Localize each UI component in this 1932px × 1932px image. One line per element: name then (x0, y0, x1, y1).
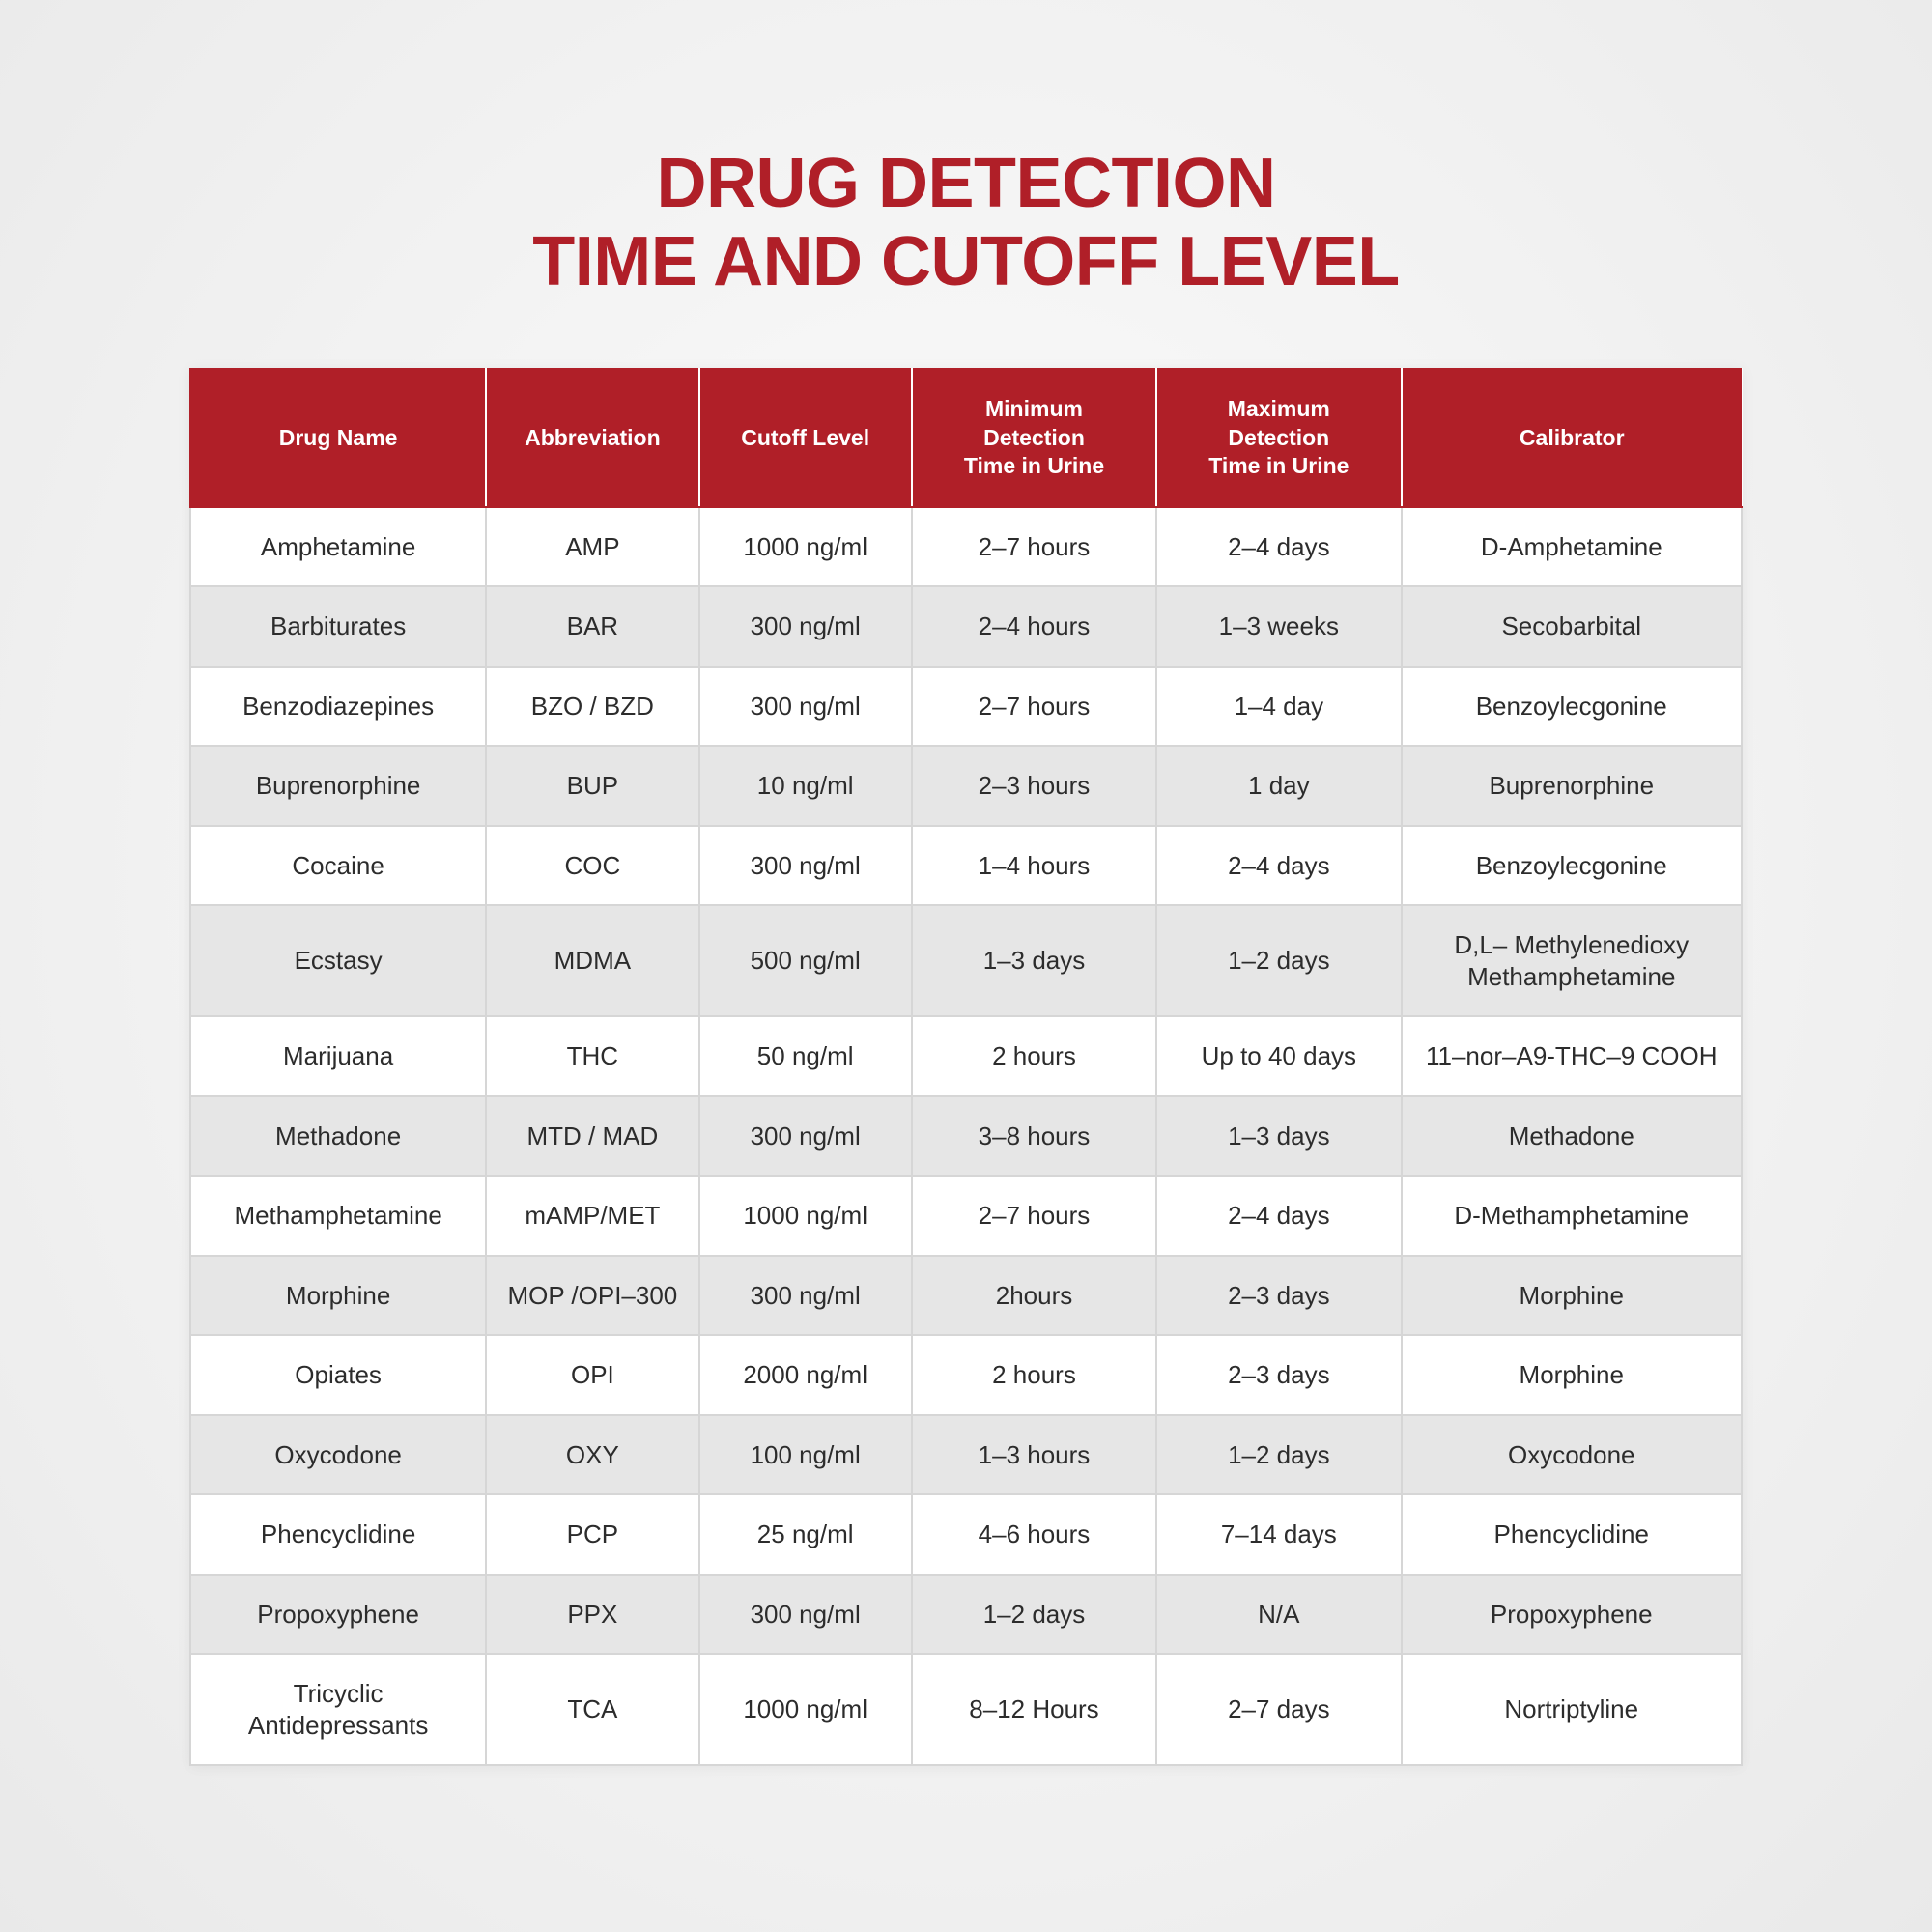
cell-cutoff-level: 100 ng/ml (699, 1415, 912, 1495)
cell-calibrator: Oxycodone (1402, 1415, 1743, 1495)
cell-calibrator: Propoxyphene (1402, 1575, 1743, 1655)
cell-cutoff-level: 300 ng/ml (699, 667, 912, 747)
cell-calibrator: 11–nor–A9-THC–9 COOH (1402, 1016, 1743, 1096)
cell-cutoff-level: 25 ng/ml (699, 1494, 912, 1575)
table-row (190, 667, 1742, 747)
cell-abbreviation: PCP (486, 1494, 698, 1575)
cell-abbreviation: OXY (486, 1415, 698, 1495)
cell-cutoff-level: 500 ng/ml (699, 905, 912, 1016)
column-header-cutoff-level: Cutoff Level (699, 369, 912, 506)
cell-abbreviation: BAR (486, 586, 698, 667)
cell-maximum-detection-time: 2–3 days (1156, 1256, 1401, 1336)
table-row (190, 905, 1742, 1016)
page-title (532, 145, 1399, 300)
cell-drug-name: Propoxyphene (190, 1575, 486, 1655)
cell-cutoff-level: 50 ng/ml (699, 1016, 912, 1096)
cell-minimum-detection-time: 2–4 hours (912, 586, 1156, 667)
cell-abbreviation: THC (486, 1016, 698, 1096)
cell-minimum-detection-time: 8–12 Hours (912, 1654, 1156, 1765)
table-row (190, 1256, 1742, 1336)
cell-calibrator: Morphine (1402, 1335, 1743, 1415)
cell-drug-name: Phencyclidine (190, 1494, 486, 1575)
column-header-calibrator: Calibrator (1402, 369, 1743, 506)
cell-maximum-detection-time: 2–3 days (1156, 1335, 1401, 1415)
cell-calibrator: Benzoylecgonine (1402, 667, 1743, 747)
min-header-line-2: Detection (983, 424, 1085, 450)
cell-calibrator: D-Methamphetamine (1402, 1176, 1743, 1256)
cell-maximum-detection-time: 1–2 days (1156, 905, 1401, 1016)
table-row (190, 826, 1742, 906)
cell-minimum-detection-time: 2hours (912, 1256, 1156, 1336)
cell-abbreviation: MOP /OPI–300 (486, 1256, 698, 1336)
cell-cutoff-level: 300 ng/ml (699, 1096, 912, 1177)
cell-drug-name: Cocaine (190, 826, 486, 906)
column-header-abbreviation: Abbreviation (486, 369, 698, 506)
cell-drug-name: Morphine (190, 1256, 486, 1336)
cell-abbreviation: AMP (486, 507, 698, 587)
table-row (190, 746, 1742, 826)
cell-minimum-detection-time: 4–6 hours (912, 1494, 1156, 1575)
cell-abbreviation: TCA (486, 1654, 698, 1765)
cell-minimum-detection-time: 2 hours (912, 1016, 1156, 1096)
cell-maximum-detection-time: 2–7 days (1156, 1654, 1401, 1765)
column-header-drug-name: Drug Name (190, 369, 486, 506)
cell-calibrator: Methadone (1402, 1096, 1743, 1177)
cell-calibrator: D,L– Methylenedioxy Methamphetamine (1402, 905, 1743, 1016)
table-row (190, 1654, 1742, 1765)
max-header-line-1: Maximum (1227, 396, 1330, 422)
cell-calibrator: Secobarbital (1402, 586, 1743, 667)
cell-calibrator: D-Amphetamine (1402, 507, 1743, 587)
table-body (190, 507, 1742, 1766)
title-line-1: DRUG DETECTION (656, 145, 1276, 222)
cell-minimum-detection-time: 1–2 days (912, 1575, 1156, 1655)
cell-abbreviation: BZO / BZD (486, 667, 698, 747)
cell-abbreviation: COC (486, 826, 698, 906)
cell-minimum-detection-time: 2–7 hours (912, 667, 1156, 747)
table-row (190, 1016, 1742, 1096)
cell-minimum-detection-time: 2–7 hours (912, 507, 1156, 587)
table-row (190, 1494, 1742, 1575)
cell-abbreviation: PPX (486, 1575, 698, 1655)
cell-cutoff-level: 1000 ng/ml (699, 1176, 912, 1256)
cell-calibrator: Morphine (1402, 1256, 1743, 1336)
cell-calibrator: Buprenorphine (1402, 746, 1743, 826)
cell-maximum-detection-time: 7–14 days (1156, 1494, 1401, 1575)
cell-minimum-detection-time: 2–7 hours (912, 1176, 1156, 1256)
cell-calibrator: Benzoylecgonine (1402, 826, 1743, 906)
cell-drug-name: Marijuana (190, 1016, 486, 1096)
cell-maximum-detection-time: 2–4 days (1156, 507, 1401, 587)
cell-maximum-detection-time: 1–3 weeks (1156, 586, 1401, 667)
cell-drug-name: Ecstasy (190, 905, 486, 1016)
table-row (190, 586, 1742, 667)
cell-minimum-detection-time: 1–3 hours (912, 1415, 1156, 1495)
cell-drug-name: Buprenorphine (190, 746, 486, 826)
title-line-2: TIME AND CUTOFF LEVEL (532, 222, 1400, 300)
cell-minimum-detection-time: 2 hours (912, 1335, 1156, 1415)
cell-maximum-detection-time: 1–3 days (1156, 1096, 1401, 1177)
cell-maximum-detection-time: 2–4 days (1156, 826, 1401, 906)
cell-maximum-detection-time: 2–4 days (1156, 1176, 1401, 1256)
cell-drug-name: Oxycodone (190, 1415, 486, 1495)
cell-drug-name: Methadone (190, 1096, 486, 1177)
cell-maximum-detection-time: Up to 40 days (1156, 1016, 1401, 1096)
table-row (190, 507, 1742, 587)
cell-cutoff-level: 300 ng/ml (699, 826, 912, 906)
cell-cutoff-level: 1000 ng/ml (699, 1654, 912, 1765)
min-header-line-3: Time in Urine (963, 453, 1105, 479)
cell-abbreviation: MTD / MAD (486, 1096, 698, 1177)
cell-drug-name: Benzodiazepines (190, 667, 486, 747)
cell-cutoff-level: 2000 ng/ml (699, 1335, 912, 1415)
cell-minimum-detection-time: 1–3 days (912, 905, 1156, 1016)
cell-maximum-detection-time: 1–2 days (1156, 1415, 1401, 1495)
cell-abbreviation: BUP (486, 746, 698, 826)
cell-drug-name: Opiates (190, 1335, 486, 1415)
cell-cutoff-level: 300 ng/ml (699, 1256, 912, 1336)
cell-cutoff-level: 300 ng/ml (699, 1575, 912, 1655)
table-row (190, 1176, 1742, 1256)
cell-minimum-detection-time: 3–8 hours (912, 1096, 1156, 1177)
cell-abbreviation: mAMP/MET (486, 1176, 698, 1256)
cell-maximum-detection-time: 1 day (1156, 746, 1401, 826)
cell-calibrator: Phencyclidine (1402, 1494, 1743, 1575)
cell-calibrator: Nortriptyline (1402, 1654, 1743, 1765)
drug-detection-table (189, 368, 1743, 1766)
max-header-line-3: Time in Urine (1208, 453, 1350, 479)
column-header-maximum-detection-time (1156, 369, 1401, 506)
cell-cutoff-level: 10 ng/ml (699, 746, 912, 826)
cell-cutoff-level: 1000 ng/ml (699, 507, 912, 587)
cell-drug-name: Amphetamine (190, 507, 486, 587)
cell-minimum-detection-time: 2–3 hours (912, 746, 1156, 826)
table-row (190, 1096, 1742, 1177)
cell-cutoff-level: 300 ng/ml (699, 586, 912, 667)
table-header-row (190, 369, 1742, 506)
cell-minimum-detection-time: 1–4 hours (912, 826, 1156, 906)
column-header-minimum-detection-time (912, 369, 1156, 506)
cell-drug-name: Tricyclic Antidepressants (190, 1654, 486, 1765)
table-header (190, 369, 1742, 506)
max-header-line-2: Detection (1228, 424, 1330, 450)
cell-maximum-detection-time: 1–4 day (1156, 667, 1401, 747)
cell-drug-name: Methamphetamine (190, 1176, 486, 1256)
table-row (190, 1415, 1742, 1495)
cell-abbreviation: MDMA (486, 905, 698, 1016)
table-row (190, 1575, 1742, 1655)
table-row (190, 1335, 1742, 1415)
cell-drug-name: Barbiturates (190, 586, 486, 667)
cell-maximum-detection-time: N/A (1156, 1575, 1401, 1655)
cell-abbreviation: OPI (486, 1335, 698, 1415)
min-header-line-1: Minimum (985, 396, 1083, 422)
